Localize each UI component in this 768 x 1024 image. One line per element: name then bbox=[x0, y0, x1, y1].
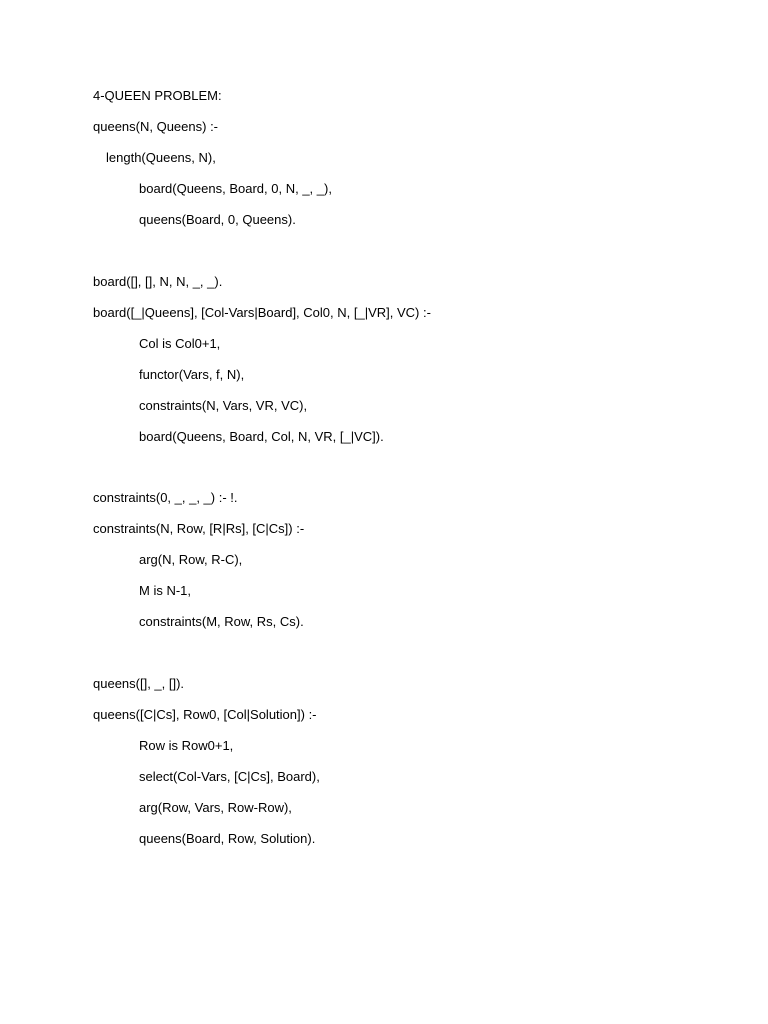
code-line: queens(Board, 0, Queens). bbox=[139, 212, 296, 227]
code-line: arg(Row, Vars, Row-Row), bbox=[139, 800, 292, 815]
code-line: queens([], _, []). bbox=[93, 676, 185, 691]
code-line: arg(N, Row, R-C), bbox=[139, 552, 243, 567]
code-line: constraints(N, Row, [R|Rs], [C|Cs]) :- bbox=[93, 521, 305, 536]
code-line: M is N-1, bbox=[139, 583, 191, 598]
code-line: board(Queens, Board, Col, N, VR, [_|VC]). bbox=[139, 429, 384, 444]
code-line: queens(N, Queens) :- bbox=[93, 119, 219, 134]
code-line: queens(Board, Row, Solution). bbox=[139, 831, 316, 846]
code-line: select(Col-Vars, [C|Cs], Board), bbox=[139, 769, 320, 784]
code-line: board([], [], N, N, _, _). bbox=[93, 274, 223, 289]
code-line: Row is Row0+1, bbox=[139, 738, 234, 753]
code-line: board([_|Queens], [Col-Vars|Board], Col0, N, [_|VR], VC) :- bbox=[93, 305, 431, 320]
code-line: Col is Col0+1, bbox=[139, 336, 221, 351]
code-line: queens([C|Cs], Row0, [Col|Solution]) :- bbox=[93, 707, 317, 722]
code-line: functor(Vars, f, N), bbox=[139, 367, 245, 382]
document-title: 4-QUEEN PROBLEM: bbox=[93, 88, 222, 103]
code-line: length(Queens, N), bbox=[106, 150, 216, 165]
code-line: board(Queens, Board, 0, N, _, _), bbox=[139, 181, 332, 196]
code-line: constraints(M, Row, Rs, Cs). bbox=[139, 614, 304, 629]
code-line: constraints(N, Vars, VR, VC), bbox=[139, 398, 308, 413]
code-line: constraints(0, _, _, _) :- !. bbox=[93, 490, 238, 505]
